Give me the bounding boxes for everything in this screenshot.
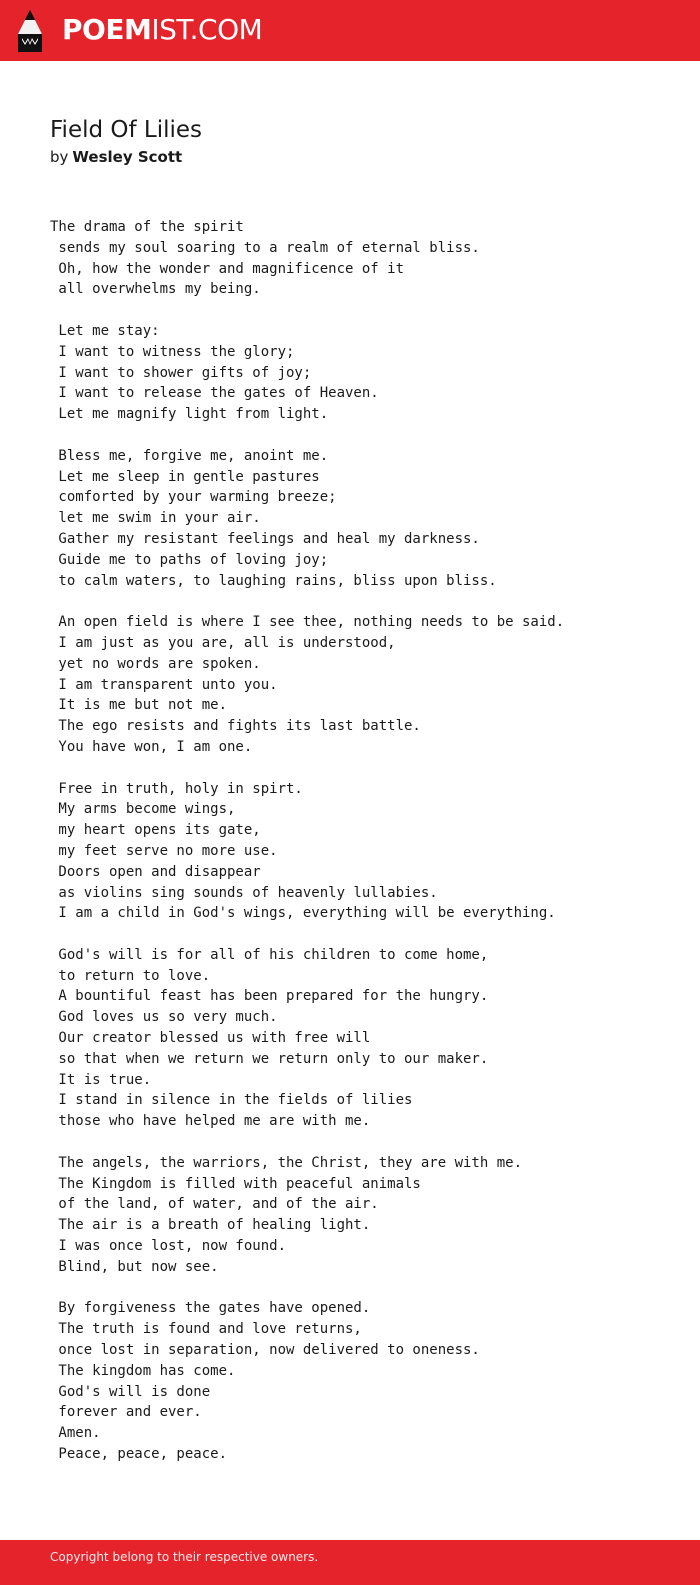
site-header	[0, 0, 700, 61]
brand-bold: POEM	[62, 13, 152, 46]
by-label: by	[50, 148, 69, 166]
poem-body: The drama of the spirit sends my soul soaring to a realm of eternal bliss. Oh, how the wonder and magnificence of it all overwhelms my being. Let me stay: I want to witness the glory; I want to shower gifts of joy; I want to release the gates of Heaven. Let me magnify light from light. Bless me, forgive me, anoint me. Let me sleep in gentle pastures comforted by your warming breeze; let me swim in your air. Gather my resistant feelings and heal my darkness. Guide me to paths of loving joy; to calm waters, to laughing rains, bliss upon bliss. An open field is where I see thee, nothing needs to be said. I am just as you are, all is understood, yet no words are spoken. I am transparent unto you. It is me but not me. The ego resists and fights its last battle. You have won, I am one. Free in truth, holy in spirt. My arms become wings, my heart opens its gate, my feet serve no more use. Doors open and disappear as violins sing sounds of heavenly lullabies. I am a child in God's wings, everything will be everything. God's will is for all of his children to come home, to return to love. A bountiful feast has been prepared for the hungry. God loves us so very much. Our creator blessed us with free will so that when we return we return only to our maker. It is true. I stand in silence in the fields of lilies those who have helped me are with me. The angels, the warriors, the Christ, they are with me. The Kingdom is filled with peaceful animals of the land, of water, and of the air. The air is a breath of healing light. I was once lost, now found. Blind, but now see. By forgiveness the gates have opened. The truth is found and love returns, once lost in separation, now delivered to oneness. The kingdom has come. God's will is done forever and ever. Amen. Peace, peace, peace.	[50, 219, 565, 1463]
copyright-text: Copyright belong to their respective owners.	[50, 1550, 319, 1564]
site-brand[interactable]	[62, 13, 262, 47]
poem-title: Field Of Lilies	[50, 117, 203, 143]
pencil-logo-icon[interactable]	[18, 10, 42, 52]
byline	[50, 146, 182, 168]
brand-light: IST.COM	[151, 13, 263, 46]
site-footer	[0, 1540, 700, 1585]
author-name: Wesley Scott	[72, 148, 183, 166]
